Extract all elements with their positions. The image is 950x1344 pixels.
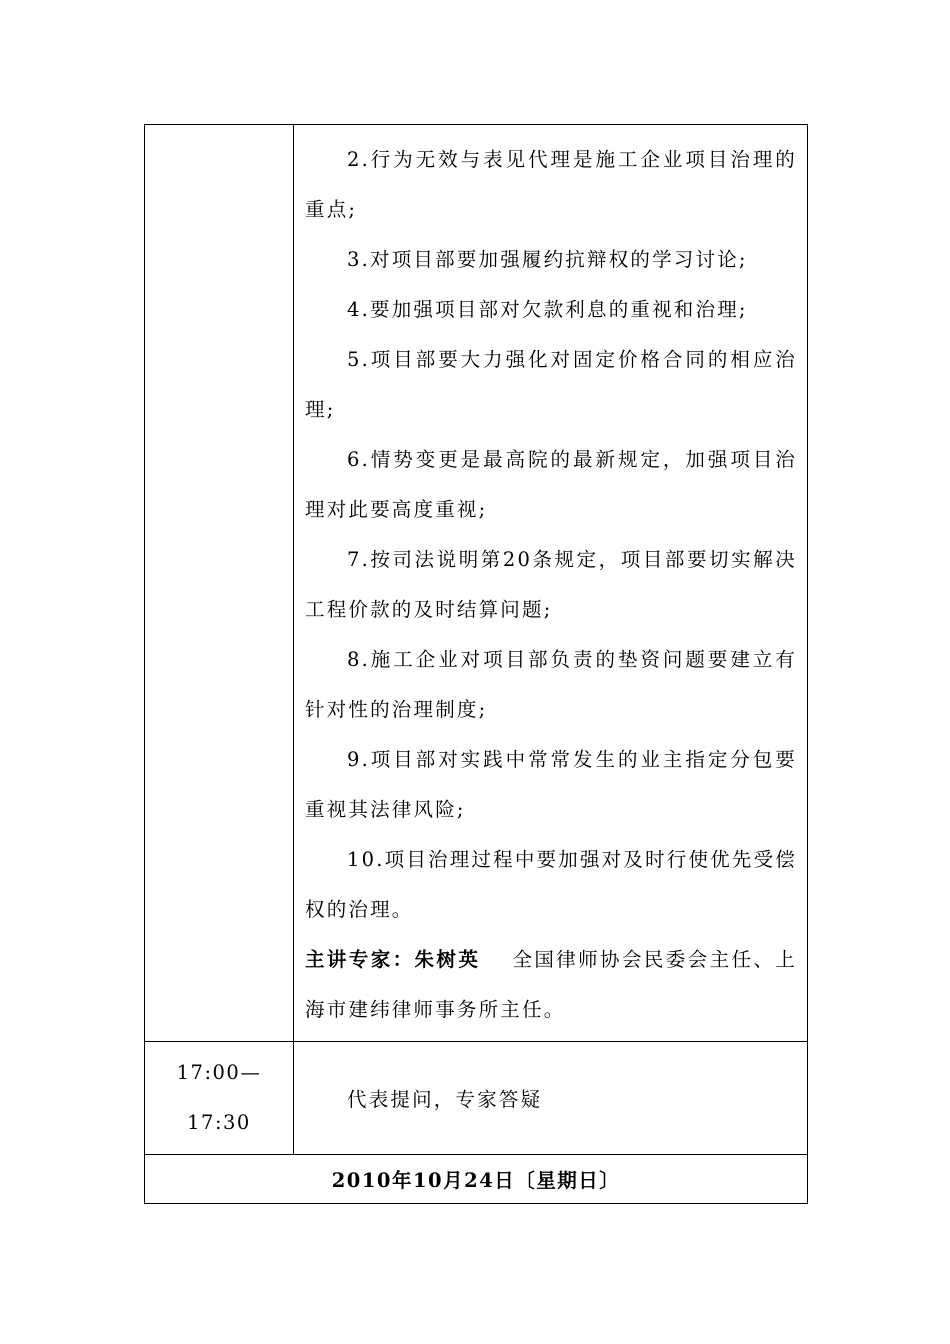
schedule-table xyxy=(144,124,808,1204)
agenda-item: 10.项目治理过程中要加强对及时行使优先受偿权的治理。 xyxy=(305,848,797,921)
lecture-row xyxy=(145,125,808,1042)
agenda-item: 3.对项目部要加强履约抗辩权的学习讨论; xyxy=(347,248,748,271)
qa-time-end: 17:30 xyxy=(187,1111,251,1134)
qa-time-start: 17:00— xyxy=(176,1061,262,1084)
agenda-item: 8.施工企业对项目部负责的垫资问题要建立有针对性的治理制度; xyxy=(305,648,797,721)
qa-row xyxy=(145,1042,808,1155)
speaker-title: 全国律师协会民委会主任、上海市建纬律师事务所主任。 xyxy=(305,948,797,1021)
date-heading: 2010年10月24日〔星期日〕 xyxy=(145,1155,808,1204)
agenda-item: 2.行为无效与表见代理是施工企业项目治理的重点; xyxy=(305,148,797,221)
lecture-time-cell xyxy=(145,125,294,1042)
speaker-info xyxy=(305,935,797,1035)
agenda-item: 7.按司法说明第20条规定，项目部要切实解决工程价款的及时结算问题; xyxy=(305,548,797,621)
speaker-label: 主讲专家：朱树英 xyxy=(305,948,481,971)
agenda-item: 6.情势变更是最高院的最新规定，加强项目治理对此要高度重视; xyxy=(305,448,797,521)
qa-time-cell xyxy=(145,1042,294,1155)
date-row xyxy=(145,1155,808,1204)
agenda-item: 5.项目部要大力强化对固定价格合同的相应治理; xyxy=(305,348,797,421)
qa-description: 代表提问，专家答疑 xyxy=(294,1042,808,1155)
agenda-item: 4.要加强项目部对欠款利息的重视和治理; xyxy=(347,298,748,321)
agenda-item: 9.项目部对实践中常常发生的业主指定分包要重视其法律风险; xyxy=(305,748,797,821)
lecture-content-cell xyxy=(294,125,808,1042)
